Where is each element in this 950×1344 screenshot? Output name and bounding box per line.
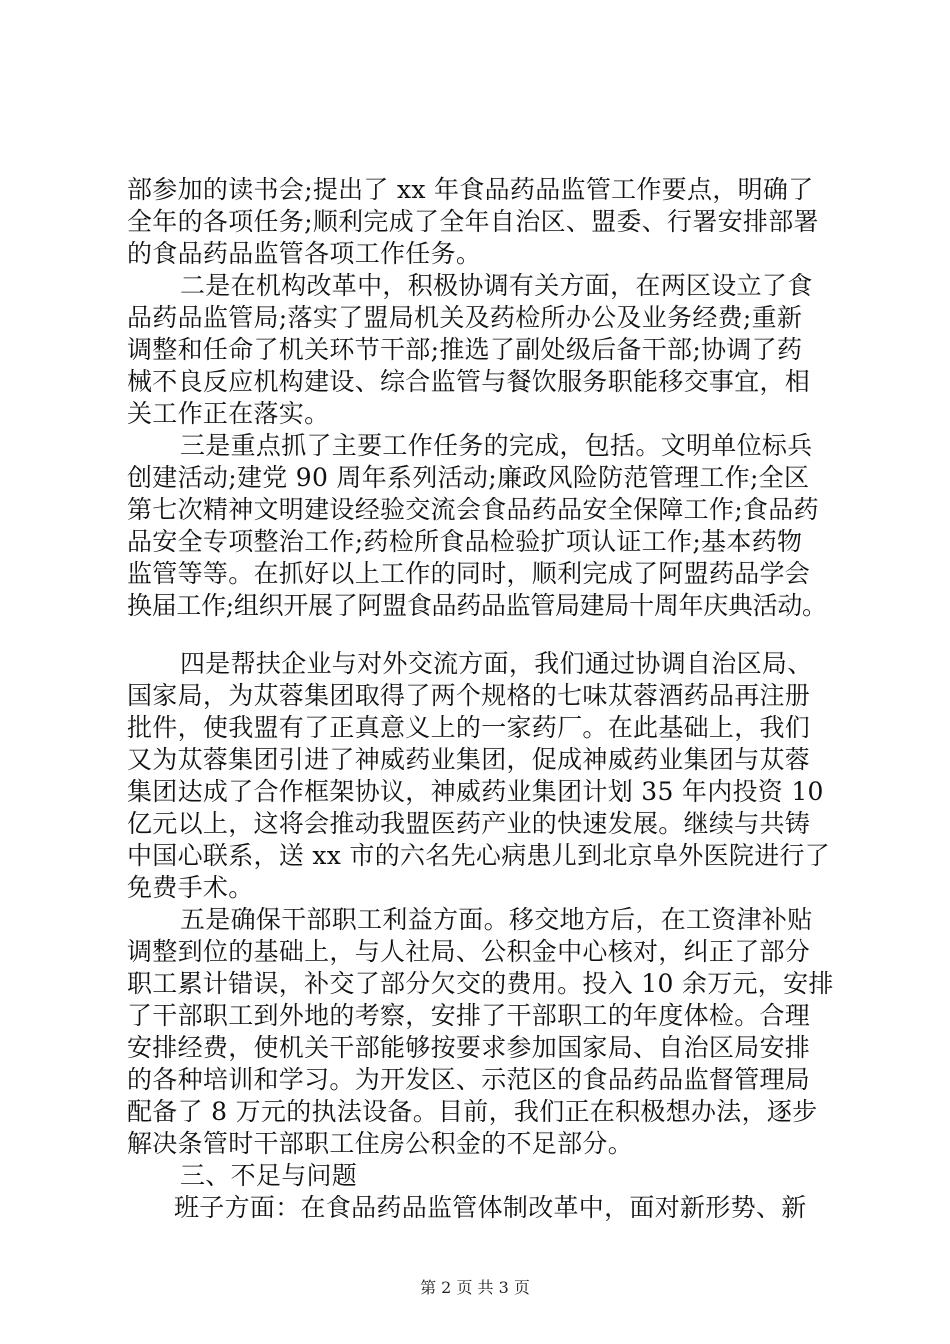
text-line: 安排经费，使机关干部能够按要求参加国家局、自治区局安排 xyxy=(127,1033,811,1062)
text-line: 关工作正在落实。 xyxy=(127,399,330,428)
text-line: 监管等等。在抓好以上工作的同时，顺利完成了阿盟药品学会 xyxy=(127,559,811,588)
text-line: 的各种培训和学习。为开发区、示范区的食品药品监督管理局 xyxy=(127,1065,811,1094)
text-line: 的食品药品监管各项工作任务。 xyxy=(127,239,482,268)
text-line: 配备了 8 万元的执法设备。目前，我们正在积极想办法，逐步 xyxy=(127,1097,818,1126)
text-line: 创建活动;建党 90 周年系列活动;廉政风险防范管理工作;全区 xyxy=(127,463,810,492)
text-line: 职工累计错误，补交了部分欠交的费用。投入 10 余万元，安排 xyxy=(127,969,834,998)
text-line: 免费手术。 xyxy=(127,873,254,902)
text-line: 了干部职工到外地的考察，安排了干部职工的年度体检。合理 xyxy=(127,1001,811,1030)
paragraph-start-line: 四是帮扶企业与对外交流方面，我们通过协调自治区局、 xyxy=(180,649,813,678)
paragraph-start-line: 班子方面：在食品药品监管体制改革中，面对新形势、新 xyxy=(174,1193,807,1222)
text-line: 换届工作;组织开展了阿盟食品药品监管局建局十周年庆典活动。 xyxy=(127,591,827,620)
text-line: 集团达成了合作框架协议，神威药业集团计划 35 年内投资 10 xyxy=(127,777,824,806)
text-line: 械不良反应机构建设、综合监管与餐饮服务职能移交事宜，相 xyxy=(127,367,811,396)
text-line: 亿元以上，这将会推动我盟医药产业的快速发展。继续与共铸 xyxy=(127,809,811,838)
text-line: 又为苁蓉集团引进了神威药业集团，促成神威药业集团与苁蓉 xyxy=(127,745,811,774)
paragraph-start-line: 二是在机构改革中，积极协调有关方面，在两区设立了食 xyxy=(180,271,813,300)
text-line: 品药品监管局;落实了盟局机关及药检所办公及业务经费;重新 xyxy=(127,303,803,332)
page-footer: 第 2 页 共 3 页 xyxy=(420,1278,530,1297)
text-line: 全年的各项任务;顺利完成了全年自治区、盟委、行署安排部署 xyxy=(127,207,819,236)
text-line: 批件，使我盟有了正真意义上的一家药厂。在此基础上，我们 xyxy=(127,713,811,742)
section-heading: 三、不足与问题 xyxy=(180,1161,358,1190)
text-line: 解决条管时干部职工住房公积金的不足部分。 xyxy=(127,1129,634,1158)
text-line: 中国心联系，送 xx 市的六名先心病患儿到北京阜外医院进行了 xyxy=(127,841,831,870)
text-line: 部参加的读书会;提出了 xx 年食品药品监管工作要点，明确了 xyxy=(127,175,814,204)
text-line: 品安全专项整治工作;药检所食品检验扩项认证工作;基本药物 xyxy=(127,527,803,556)
text-line: 调整和任命了机关环节干部;推选了副处级后备干部;协调了药 xyxy=(127,335,803,364)
paragraph-start-line: 三是重点抓了主要工作任务的完成，包括。文明单位标兵 xyxy=(180,431,813,460)
paragraph-start-line: 五是确保干部职工利益方面。移交地方后，在工资津补贴 xyxy=(180,905,813,934)
text-line: 国家局，为苁蓉集团取得了两个规格的七味苁蓉酒药品再注册 xyxy=(127,681,811,710)
text-line: 调整到位的基础上，与人社局、公积金中心核对，纠正了部分 xyxy=(127,937,811,966)
text-line: 第七次精神文明建设经验交流会食品药品安全保障工作;食品药 xyxy=(127,495,819,524)
